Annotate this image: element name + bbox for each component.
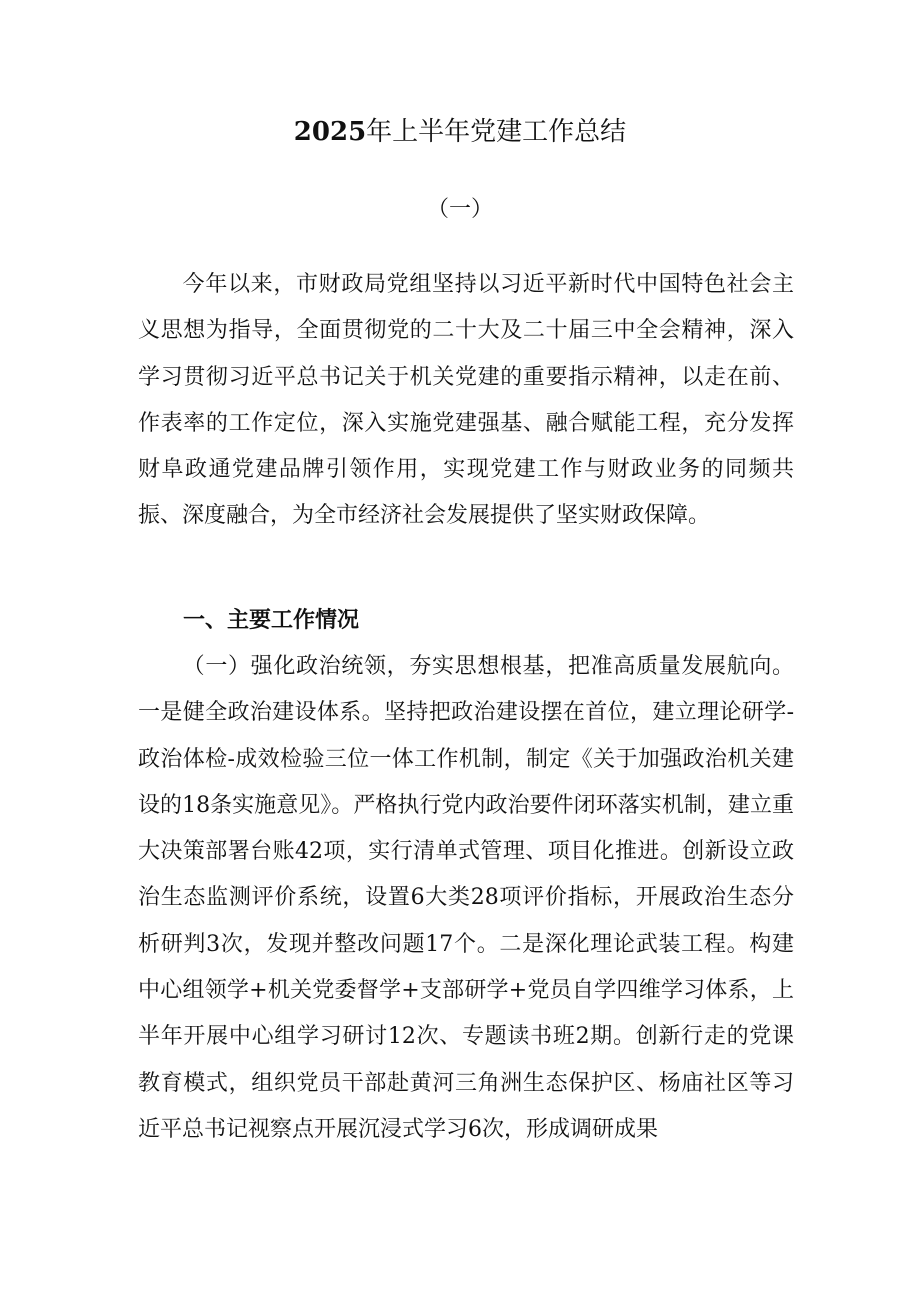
document-title [0,112,920,152]
intro-paragraph [138,262,794,540]
title-year: 2025 [293,117,367,147]
section-marker: （一） [426,197,493,222]
heading-main-work: 一、主要工作情况 [183,608,360,633]
body-paragraph [138,644,794,1153]
intro-text: 今年以来，市财政局党组坚持以习近平新时代中国特色社会主义思想为指导，全面贯彻党的二十大及二十届三中全会精神，深入学习贯彻习近平总书记关于机关党建的重要指示精神，以走在前、作表率的工作定位，深入实施党建强基、融合赋能工程，充分发挥财阜政通党建品牌引领作用，实现党建工作与财政业务的同频共振、深度融合，为全市经济社会发展提供了坚实财政保障。 [138,272,794,529]
title-text: 年上半年党建工作总结 [366,117,627,147]
body-text: （一）强化政治统领，夯实思想根基，把准高质量发展航向。一是健全政治建设体系。坚持把政治建设摆在首位，建立理论研学-政治体检-成效检验三位一体工作机制，制定《关于加强政治机关建设的18条实施意见》。严格执行党内政治要件闭环落实机制，建立重大决策部署台账42项，实行清单式管理、项目化推进。创新设立政治生态监测评价系统，设置6大类28项评价指标，开展政治生态分析研判3次，发现并整改问题17个。二是深化理论武装工程。构建中心组领学+机关党委督学+支部研学+党员自学四维学习体系，上半年开展中心组学习研讨12次、专题读书班2期。创新行走的党课教育模式，组织党员干部赴黄河三角洲生态保护区、杨庙社区等习近平总书记视察点开展沉浸式学习6次，形成调研成果 [138,654,794,1142]
